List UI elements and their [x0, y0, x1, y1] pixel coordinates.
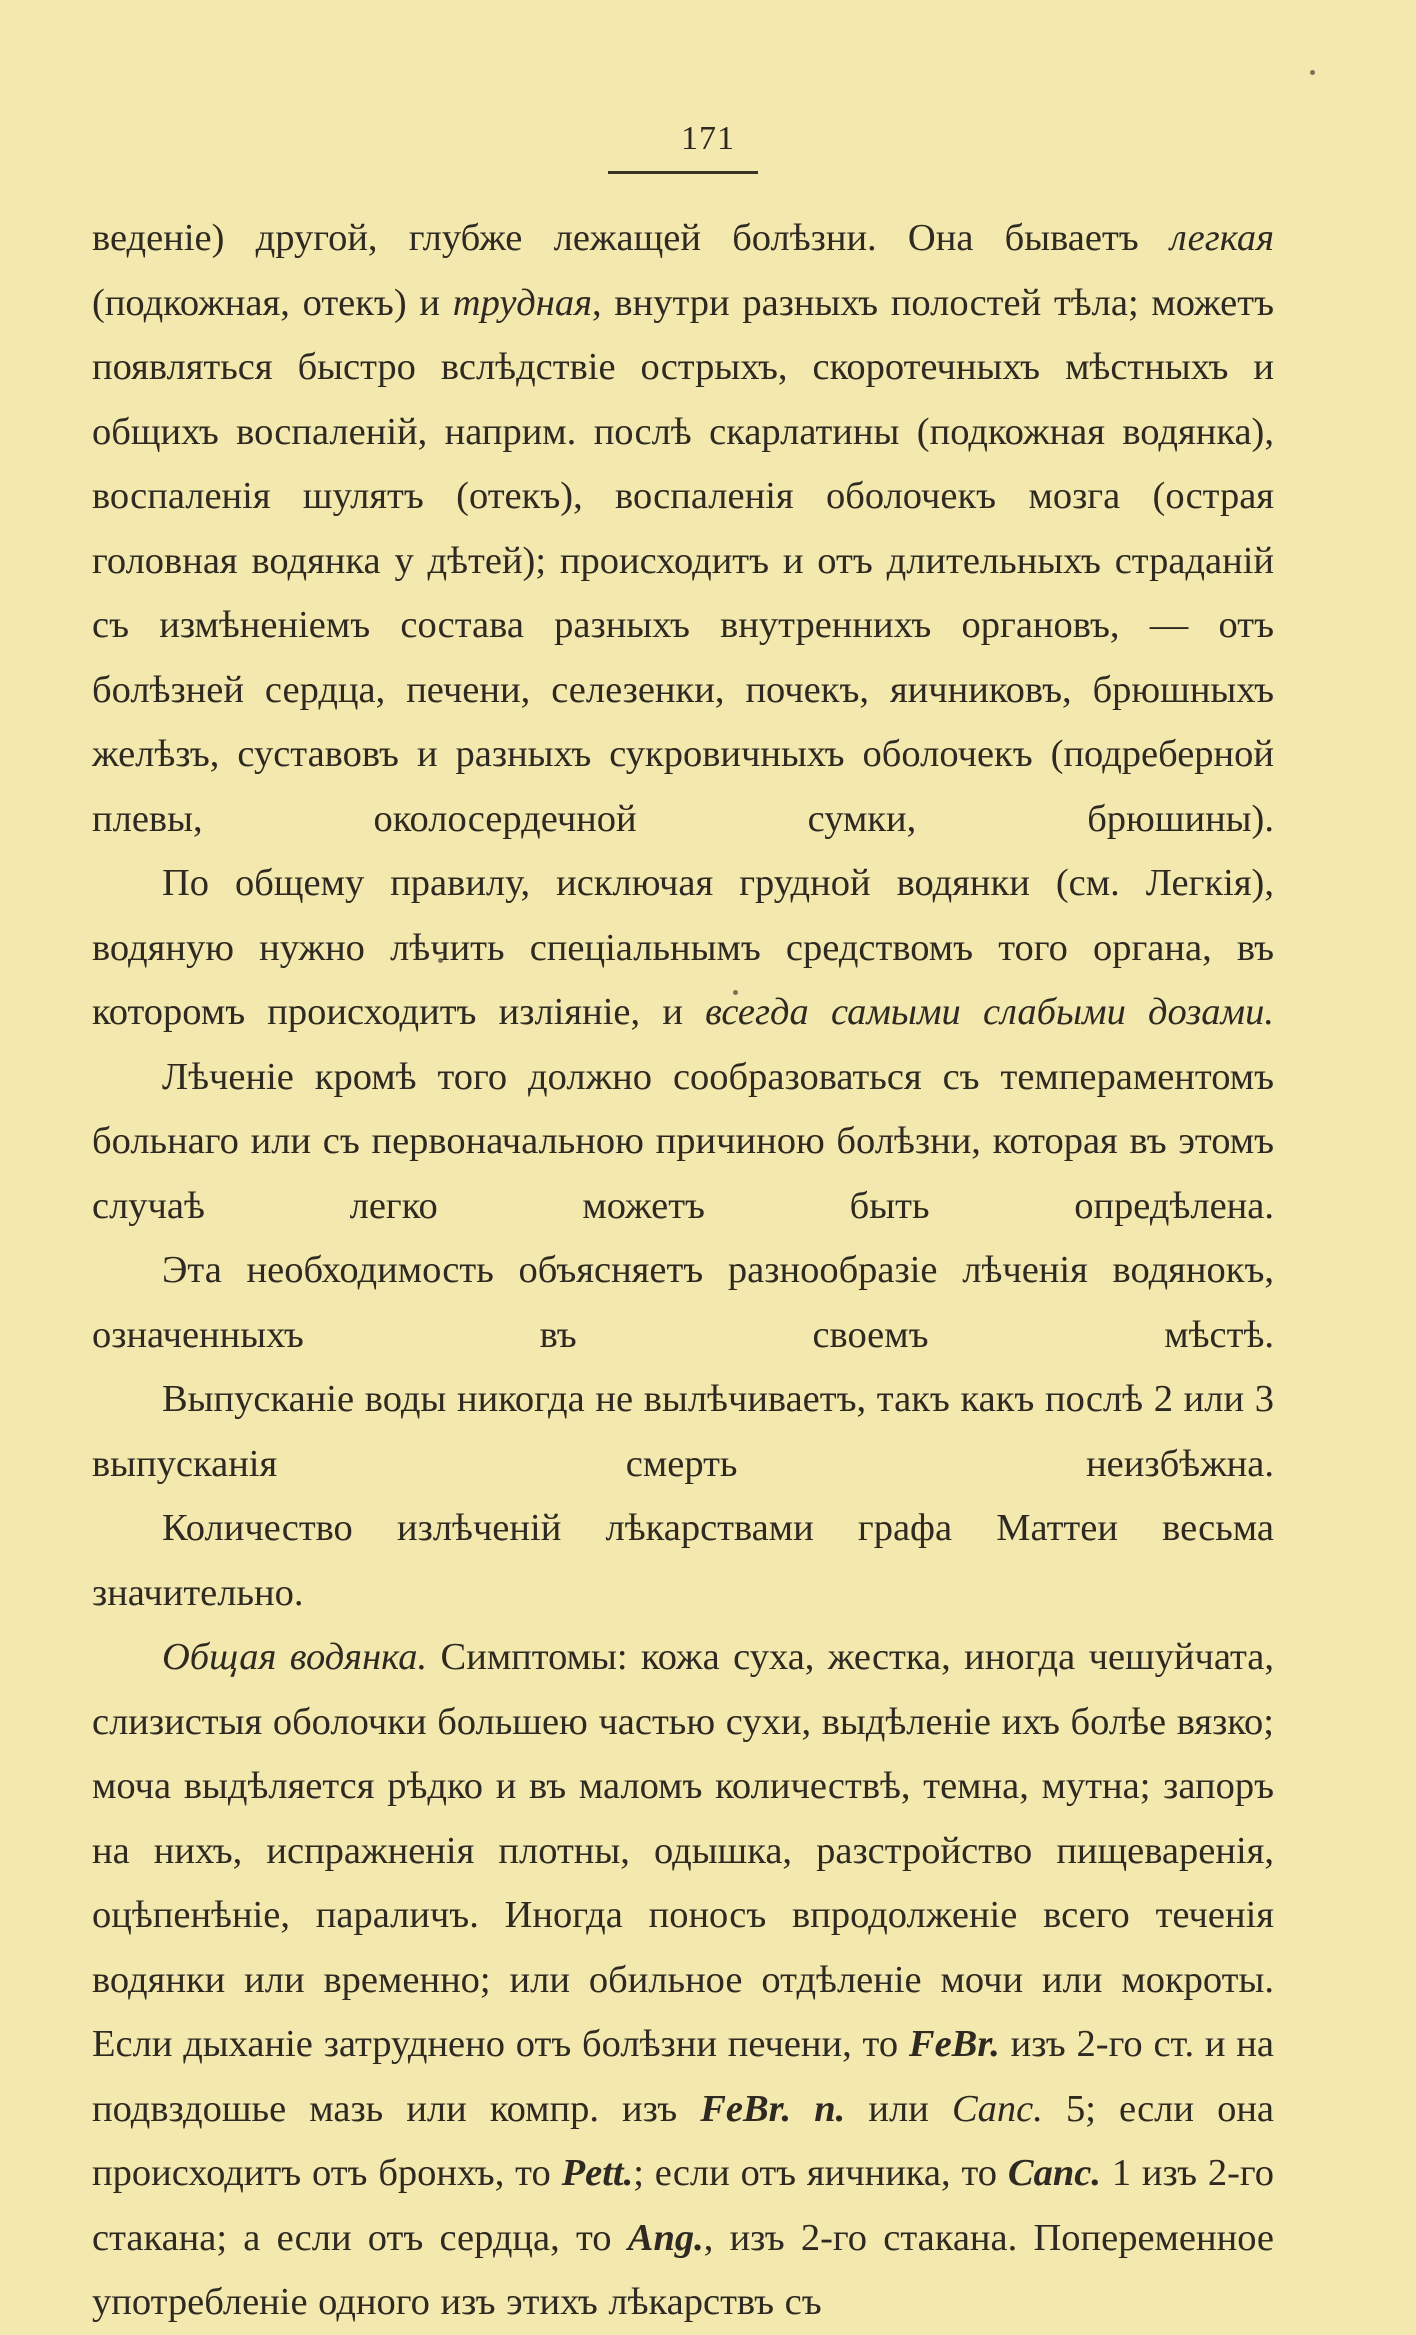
paragraph-6: Количество излѣченій лѣкарствами графа Маттеи весьма значительно.: [92, 1507, 1274, 1614]
header-rule: [608, 171, 758, 174]
page-number: 171: [681, 120, 735, 157]
paragraph-4: Эта необходимость объясняетъ разнообразіе лѣченія водянокъ, означенныхъ въ своемъ мѣстѣ.: [92, 1249, 1274, 1356]
paragraph-5: Выпусканіе воды никогда не вылѣчиваетъ, такъ какъ послѣ 2 или 3 выпусканія смерть неизбѣжна.: [92, 1378, 1274, 1485]
body-text: [92, 206, 1274, 2335]
paragraph-2: По общему правилу, исключая грудной водянки (см. Легкія), водяную нужно лѣчить спеціальнымъ средствомъ того органа, въ которомъ происходитъ изліяніе, и всегда самыми слабыми дозами.: [92, 862, 1274, 1033]
paragraph-7: Общая водянка. Симптомы: кожа суха, жестка, иногда чешуйчата, слизистыя оболочки большею частью сухи, выдѣленіе ихъ болѣе вязко; моча выдѣляется рѣдко и въ маломъ количествѣ, темна, мутна; запоръ на нихъ, испражненія плотны, одышка, разстройство пищеваренія, оцѣпенѣніе, параличъ. Иногда поносъ впродолженіе всего теченія водянки или временно; или обильное отдѣленіе мочи или мокроты. Если дыханіе затруднено отъ болѣзни печени, то FeBr. изъ 2-го ст. и на подвздошье мазь или компр. изъ FeBr. n. или Canc. 5; если она происходитъ отъ бронхъ, то Pett.; если отъ яичника, то Canc. 1 изъ 2-го стакана; а если отъ сердца, то Ang., изъ 2-го стакана. Попеременное употребленіе одного изъ этихъ лѣкарствъ съ: [92, 1636, 1275, 2323]
paper-speck: [1310, 70, 1315, 75]
paragraph-1: веденіе) другой, глубже лежащей болѣзни. Она бываетъ легкая (подкожная, отекъ) и трудная, внутри разныхъ полостей тѣла; можетъ появляться быстро вслѣдствіе острыхъ, скоротечныхъ мѣстныхъ и общихъ воспаленій, наприм. послѣ скарлатины (подкожная водянка), воспаленія шулятъ (отекъ), воспаленія оболочекъ мозга (острая головная водянка у дѣтей); происходитъ и отъ длительныхъ страданій съ измѣненіемъ состава разныхъ внутреннихъ органовъ, — отъ болѣзней сердца, печени, селезенки, почекъ, яичниковъ, брюшныхъ желѣзъ, суставовъ и разныхъ сукровичныхъ оболочекъ (подреберной плевы, околосердечной сумки, брюшины).: [92, 217, 1274, 840]
paragraph-3: Лѣченіе кромѣ того должно сообразоваться съ темпераментомъ больнаго или съ первоначальною причиною болѣзни, которая въ этомъ случаѣ легко можетъ быть опредѣлена.: [92, 1055, 1274, 1227]
